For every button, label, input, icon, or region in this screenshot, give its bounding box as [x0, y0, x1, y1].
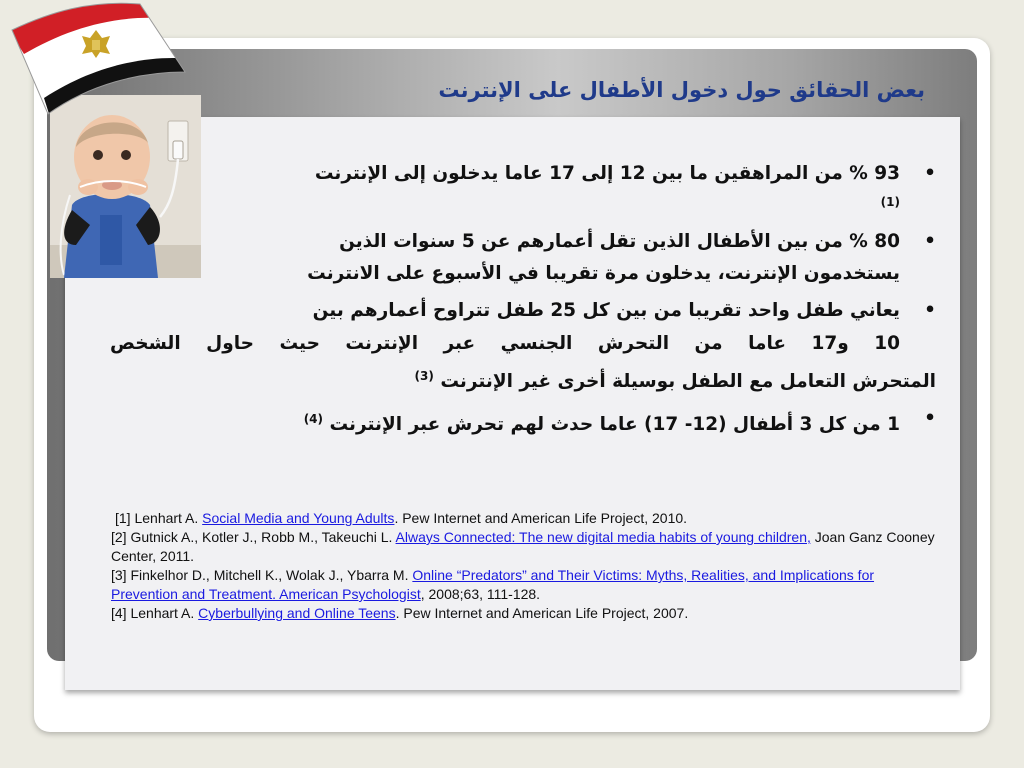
fact-item-1 — [310, 160, 936, 222]
reference-source: , 2008;63, 111-128. — [420, 586, 541, 602]
fact-text-line: 80 % من بين الأطفال الذين تقل أعمارهم عن 5 سنوات الذين — [339, 231, 900, 253]
bullet-icon: • — [924, 408, 936, 430]
bullet-icon: • — [924, 231, 936, 253]
egypt-flag-icon — [10, 2, 190, 117]
fact-text-line: 10 و17 عاما من التحرش الجنسي عبر الإنترنت حيث حاول الشخص — [110, 333, 900, 355]
child-with-cable-photo — [50, 95, 201, 278]
fact-text-line: يستخدمون الإنترنت، يدخلون مرة تقريبا في الأسبوع على الانترنت — [307, 263, 900, 285]
bullet-icon: • — [924, 300, 936, 322]
reference-3 — [111, 566, 941, 604]
facts-list — [110, 160, 936, 440]
bullet-icon: • — [924, 163, 936, 184]
fact-item-4 — [110, 404, 936, 440]
reference-1 — [111, 509, 941, 528]
reference-2 — [111, 528, 941, 566]
reference-link[interactable]: Online “Predators” and Their Victims: Myths, Realities, and Implications for Prevention and Treatment. American Psychologist — [111, 567, 875, 602]
fact-text-line: المتحرش التعامل مع الطفل بوسيلة أخرى غير الإنترنت — [440, 371, 936, 393]
reference-source: . Pew Internet and American Life Project, 2007. — [395, 605, 689, 621]
reference-link[interactable]: Social Media and Young Adults — [202, 510, 395, 526]
fact-ref: (3) — [414, 369, 434, 384]
fact-text: 1 من كل 3 أطفال (12- 17) عاما حدث لهم تحرش عبر الإنترنت — [329, 414, 900, 436]
slide-title: بعض الحقائق حول دخول الأطفال على الإنترنت — [438, 78, 925, 102]
reference-4 — [111, 604, 941, 623]
reference-source: . Pew Internet and American Life Project, 2010. — [394, 510, 688, 526]
reference-source: Joan Ganz Cooney Center, 2011. — [111, 529, 935, 564]
reference-author: [2] Gutnick A., Kotler J., Robb M., Takeuchi L. — [111, 529, 396, 545]
fact-item-2 — [260, 226, 936, 290]
fact-text: 93 % من المراهقين ما بين 12 إلى 17 عاما يدخلون إلى الإنترنت — [314, 163, 900, 184]
reference-author: [3] Finkelhor D., Mitchell K., Wolak J., Ybarra M. — [111, 567, 413, 583]
reference-author: [4] Lenhart A. — [111, 605, 199, 621]
fact-ref: (4) — [303, 412, 324, 427]
references — [111, 509, 941, 623]
reference-link[interactable]: Always Connected: The new digital media habits of young children, — [395, 529, 811, 545]
reference-author: [1] Lenhart A. — [115, 510, 203, 526]
fact-ref: (1) — [880, 195, 900, 209]
fact-text-line: يعاني طفل واحد تقريبا من بين كل 25 طفل تتراوح أعمارهم بين — [312, 300, 900, 322]
fact-item-3 — [110, 294, 936, 398]
reference-link[interactable]: Cyberbullying and Online Teens — [198, 605, 396, 621]
